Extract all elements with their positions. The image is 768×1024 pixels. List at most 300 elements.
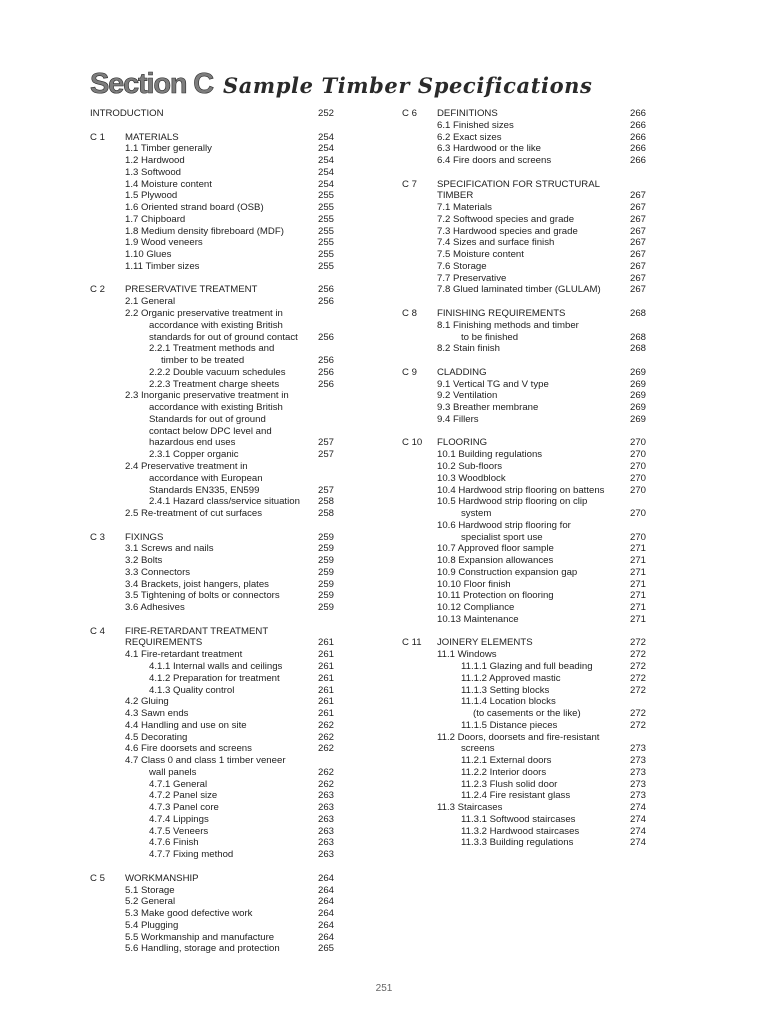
toc-entry-label: FINISHING REQUIREMENTS (437, 308, 566, 320)
toc-page-number: 272 (629, 660, 646, 672)
toc-entry-label: 10.5 Hardwood strip flooring on clip (437, 496, 588, 508)
toc-entry (402, 449, 646, 461)
toc-page-number: 261 (317, 684, 334, 696)
toc-entry (402, 390, 646, 402)
toc-entry-label: Standards EN335, EN599 (149, 484, 260, 496)
toc-entry-label: 4.7.2 Panel size (149, 790, 218, 802)
toc-entry-label: 11.1.1 Glazing and full beading (461, 660, 593, 672)
toc-page-number: 264 (317, 872, 334, 884)
toc-entry-label: 11.3.1 Softwood staircases (461, 813, 576, 825)
toc-entry-label: 4.7.5 Veneers (149, 825, 209, 837)
toc-section-code: C 1 (90, 131, 105, 143)
toc-page-number: 261 (317, 637, 334, 649)
toc-entry (90, 908, 334, 920)
toc-entry (90, 261, 334, 273)
toc-entry (402, 673, 646, 685)
toc-entry-label: TIMBER (437, 190, 474, 202)
toc-page-number: 263 (317, 825, 334, 837)
toc-entry-label: 11.3 Staircases (437, 802, 503, 814)
toc-entry (90, 579, 334, 591)
toc-spacer (402, 355, 646, 367)
toc-entry (90, 449, 334, 461)
toc-entry (90, 567, 334, 579)
toc-entry-label: 4.7.1 General (149, 778, 208, 790)
toc-entry-label: 11.2.3 Flush solid door (461, 778, 558, 790)
toc-page-number: 261 (317, 649, 334, 661)
toc-entry-label: FIRE-RETARDANT TREATMENT (125, 625, 269, 637)
toc-entry (402, 202, 646, 214)
toc-page-number: 267 (629, 237, 646, 249)
toc-entry (90, 720, 334, 732)
toc-entry-label: WORKMANSHIP (125, 872, 199, 884)
toc-entry (90, 543, 334, 555)
toc-entry (402, 685, 646, 697)
toc-entry (402, 214, 646, 226)
toc-entry (90, 920, 334, 932)
toc-entry-label: 4.7 Class 0 and class 1 timber veneer (125, 755, 286, 767)
toc-entry-label: 4.1.2 Preparation for treatment (149, 672, 280, 684)
toc-entry-label: 2.1 General (125, 296, 176, 308)
toc-entry-label: 10.1 Building regulations (437, 449, 543, 461)
toc-entry (402, 779, 646, 791)
toc-entry-label: 10.8 Expansion allowances (437, 555, 554, 567)
toc-spacer (402, 426, 646, 438)
toc-entry-label: 5.4 Plugging (125, 919, 179, 931)
toc-entry (402, 308, 646, 320)
page-title (90, 64, 592, 101)
toc-entry (402, 814, 646, 826)
toc-entry (402, 508, 646, 520)
toc-entry (90, 743, 334, 755)
toc-entry (90, 767, 334, 779)
toc-entry-label: 11.2 Doors, doorsets and fire-resistant (437, 731, 600, 743)
toc-page-number: 256 (317, 296, 334, 308)
toc-entry-label: FIXINGS (125, 531, 164, 543)
toc-entry (90, 461, 334, 473)
toc-page-number: 254 (317, 178, 334, 190)
toc-entry-label: 2.3 Inorganic preservative treatment in (125, 390, 289, 402)
toc-entry (90, 790, 334, 802)
toc-entry-label: 7.3 Hardwood species and grade (437, 225, 578, 237)
toc-entry-label: wall panels (149, 766, 197, 778)
toc-entry-label: 1.2 Hardwood (125, 155, 185, 167)
toc-entry-label: 4.1 Fire-retardant treatment (125, 649, 243, 661)
toc-spacer (90, 614, 334, 626)
toc-page-number: 272 (629, 719, 646, 731)
toc-entry-label: 10.3 Woodblock (437, 472, 506, 484)
toc-section-code: C 6 (402, 108, 417, 119)
toc-entry (402, 567, 646, 579)
toc-entry (90, 849, 334, 861)
toc-page-number: 255 (317, 260, 334, 272)
toc-entry (90, 296, 334, 308)
section-subtitle: Sample Timber Specifications (222, 73, 593, 98)
toc-entry-label: 2.4.1 Hazard class/service situation (149, 496, 300, 508)
toc-spacer (402, 626, 646, 638)
toc-page-number: 270 (629, 484, 646, 496)
toc-page-number: 257 (317, 484, 334, 496)
toc-entry (402, 273, 646, 285)
toc-entry-label: 7.4 Sizes and surface finish (437, 237, 555, 249)
toc-page-number: 272 (629, 708, 646, 720)
toc-page-number: 274 (629, 837, 646, 849)
toc-entry-label: JOINERY ELEMENTS (437, 637, 533, 649)
toc-entry-label: hazardous end uses (149, 437, 236, 449)
toc-entry (402, 496, 646, 508)
toc-entry-label: 3.1 Screws and nails (125, 543, 214, 555)
toc-entry (90, 826, 334, 838)
toc-page-number: 259 (317, 590, 334, 602)
toc-entry (90, 379, 334, 391)
toc-page-number: 255 (317, 202, 334, 214)
toc-section-code: C 10 (402, 437, 423, 449)
toc-entry-label: 11.3.2 Hardwood staircases (461, 825, 580, 837)
toc-entry-label: 1.10 Glues (125, 249, 172, 261)
toc-entry-label: 4.6 Fire doorsets and screens (125, 743, 252, 755)
toc-entry (402, 743, 646, 755)
toc-entry (90, 896, 334, 908)
toc-entry (402, 237, 646, 249)
toc-entry (402, 767, 646, 779)
toc-entry (402, 555, 646, 567)
toc-page-number: 265 (317, 943, 334, 955)
toc-page-number: 263 (317, 849, 334, 861)
toc-page-number: 270 (629, 508, 646, 520)
toc-entry-label: 7.7 Preservative (437, 272, 507, 284)
toc-entry-label: CLADDING (437, 366, 487, 378)
toc-entry-label: Standards for out of ground (149, 413, 266, 425)
toc-entry (90, 708, 334, 720)
toc-page-number: 272 (629, 637, 646, 649)
toc-entry-label: 8.1 Finishing methods and timber (437, 319, 579, 331)
toc-entry (90, 685, 334, 697)
toc-entry (402, 379, 646, 391)
toc-entry-label: 4.7.3 Panel core (149, 802, 219, 814)
toc-page-number: 259 (317, 555, 334, 567)
toc-spacer (90, 273, 334, 285)
toc-page-number: 266 (629, 143, 646, 155)
toc-entry-label: 6.2 Exact sizes (437, 131, 502, 143)
toc-entry-label: screens (461, 743, 495, 755)
toc-entry (90, 426, 334, 438)
toc-entry-label: 7.2 Softwood species and grade (437, 213, 575, 225)
toc-page-number: 259 (317, 602, 334, 614)
toc-entry-label: 4.3 Sawn ends (125, 708, 189, 720)
toc-entry (90, 167, 334, 179)
toc-entry-label: 6.3 Hardwood or the like (437, 143, 541, 155)
page-number: 251 (375, 983, 393, 994)
toc-page-number: 264 (317, 908, 334, 920)
toc-spacer (90, 520, 334, 532)
toc-entry-label: accordance with existing British (149, 319, 283, 331)
toc-spacer (402, 296, 646, 308)
toc-entry (90, 649, 334, 661)
toc-entry (90, 414, 334, 426)
toc-entry (402, 579, 646, 591)
toc-entry-label: 2.2.3 Treatment charge sheets (149, 378, 280, 390)
toc-entry (402, 284, 646, 296)
toc-page-number: 269 (629, 378, 646, 390)
toc-page-number: 255 (317, 249, 334, 261)
toc-entry (90, 390, 334, 402)
toc-entry-label: 7.5 Moisture content (437, 249, 524, 261)
toc-page-number: 256 (317, 366, 334, 378)
toc-entry-label: 10.9 Construction expansion gap (437, 566, 578, 578)
toc-entry (90, 873, 334, 885)
toc-entry-label: 9.1 Vertical TG and V type (437, 378, 549, 390)
toc-page-number: 261 (317, 672, 334, 684)
toc-entry (90, 355, 334, 367)
toc-entry-label: 4.2 Gluing (125, 696, 169, 708)
toc-entry (90, 343, 334, 355)
toc-entry (402, 755, 646, 767)
toc-page-number: 269 (629, 413, 646, 425)
toc-entry (90, 932, 334, 944)
toc-entry-label: 11.2.2 Interior doors (461, 766, 547, 778)
toc-page-number: 267 (629, 202, 646, 214)
toc-entry (90, 132, 334, 144)
toc-entry-label: 2.2.1 Treatment methods and (149, 343, 275, 355)
toc-entry (90, 284, 334, 296)
toc-entry (402, 367, 646, 379)
toc-entry (90, 696, 334, 708)
toc-section-code: C 5 (90, 872, 105, 884)
toc-entry (90, 155, 334, 167)
toc-entry (90, 508, 334, 520)
toc-entry (90, 108, 334, 120)
toc-entry (90, 626, 334, 638)
toc-entry-label: to be finished (461, 331, 519, 343)
toc-page-number: 261 (317, 708, 334, 720)
toc-entry-label: 5.2 General (125, 896, 176, 908)
toc-page-number: 268 (629, 343, 646, 355)
toc-page-number: 267 (629, 272, 646, 284)
toc-entry-label: 10.13 Maintenance (437, 613, 519, 625)
toc-entry-label: 4.1.1 Internal walls and ceilings (149, 660, 283, 672)
toc-page-number: 273 (629, 790, 646, 802)
toc-entry (402, 485, 646, 497)
toc-page-number: 270 (629, 437, 646, 449)
toc-entry (90, 214, 334, 226)
toc-entry (402, 108, 646, 120)
toc-page-number: 269 (629, 402, 646, 414)
toc-section-code: C 2 (90, 284, 105, 296)
toc-entry (90, 532, 334, 544)
toc-page-number: 259 (317, 566, 334, 578)
toc-page-number: 255 (317, 237, 334, 249)
toc-entry-label: 11.1 Windows (437, 649, 497, 661)
toc-entry (402, 661, 646, 673)
toc-entry (402, 543, 646, 555)
toc-entry (402, 414, 646, 426)
toc-page-number: 256 (317, 378, 334, 390)
toc-page-number: 264 (317, 919, 334, 931)
toc-page-number: 262 (317, 778, 334, 790)
toc-entry-label: 4.4 Handling and use on site (125, 719, 247, 731)
toc-page-number: 259 (317, 531, 334, 543)
toc-page-number: 269 (629, 366, 646, 378)
toc-page-number: 263 (317, 813, 334, 825)
toc-entry (402, 143, 646, 155)
toc-page-number: 262 (317, 743, 334, 755)
toc-entry-label: system (461, 508, 492, 520)
toc-entry-label: 1.1 Timber generally (125, 143, 212, 155)
toc-page-number: 266 (629, 108, 646, 119)
toc-page-number: 256 (317, 284, 334, 296)
toc-entry-label: 5.6 Handling, storage and protection (125, 943, 280, 955)
toc-entry-label: 1.8 Medium density fibreboard (MDF) (125, 225, 284, 237)
toc-entry-label: 4.7.7 Fixing method (149, 849, 234, 861)
toc-entry (90, 402, 334, 414)
toc-entry-label: 3.6 Adhesives (125, 602, 185, 614)
toc-entry (90, 190, 334, 202)
toc-entry-label: 8.2 Stain finish (437, 343, 500, 355)
toc-page-number: 270 (629, 472, 646, 484)
toc-entry-label: 5.3 Make good defective work (125, 908, 253, 920)
toc-page-number: 254 (317, 131, 334, 143)
toc-entry-label: 6.4 Fire doors and screens (437, 155, 552, 167)
toc-page-number: 271 (629, 578, 646, 590)
toc-entry-label: 2.3.1 Copper organic (149, 449, 239, 461)
toc-page-number: 258 (317, 508, 334, 520)
toc-entry (90, 555, 334, 567)
toc-page-number: 274 (629, 813, 646, 825)
toc-entry-label: 7.8 Glued laminated timber (GLULAM) (437, 284, 601, 296)
toc-entry-label: 1.3 Softwood (125, 166, 182, 178)
toc-entry (402, 720, 646, 732)
toc-entry (90, 179, 334, 191)
toc-entry-label: 3.4 Brackets, joist hangers, plates (125, 578, 269, 590)
section-label: Section C (90, 68, 213, 100)
toc-entry (90, 237, 334, 249)
toc-page-number: 274 (629, 802, 646, 814)
toc-section-code: C 11 (402, 637, 422, 649)
toc-page-number: 274 (629, 825, 646, 837)
toc-entry (90, 814, 334, 826)
toc-entry (90, 943, 334, 955)
toc-entry-label: 1.9 Wood veneers (125, 237, 203, 249)
toc-page-number: 273 (629, 743, 646, 755)
toc-page-number: 270 (629, 460, 646, 472)
toc-page-number: 273 (629, 778, 646, 790)
toc-entry-label: specialist sport use (461, 531, 543, 543)
toc-entry-label: accordance with existing British (149, 402, 283, 414)
toc-page-number: 272 (629, 672, 646, 684)
toc-entry (402, 320, 646, 332)
toc-page-number: 271 (629, 590, 646, 602)
toc-entry-label: 1.7 Chipboard (125, 213, 186, 225)
toc-entry (402, 437, 646, 449)
toc-entry (90, 837, 334, 849)
toc-entry-label: 9.2 Ventilation (437, 390, 498, 402)
toc-page-number: 262 (317, 766, 334, 778)
toc-entry-label: 10.6 Hardwood strip flooring for (437, 519, 571, 531)
toc-entry-label: (to casements or the like) (473, 708, 581, 720)
toc-entry (90, 249, 334, 261)
toc-entry (90, 308, 334, 320)
toc-entry-label: FLOORING (437, 437, 488, 449)
toc-entry (402, 696, 646, 708)
toc-column-left (90, 108, 334, 955)
toc-entry-label: REQUIREMENTS (125, 637, 203, 649)
toc-entry-label: 3.5 Tightening of bolts or connectors (125, 590, 280, 602)
toc-entry-label: PRESERVATIVE TREATMENT (125, 284, 258, 296)
toc-entry-label: 6.1 Finished sizes (437, 119, 514, 131)
toc-page-number: 271 (629, 543, 646, 555)
toc-entry (90, 885, 334, 897)
toc-page-number: 254 (317, 155, 334, 167)
toc-entry (90, 732, 334, 744)
toc-page-number: 270 (629, 449, 646, 461)
toc-entry (90, 485, 334, 497)
toc-entry (90, 779, 334, 791)
toc-entry-label: 11.1.5 Distance pieces (461, 719, 558, 731)
toc-entry-label: standards for out of ground contact (149, 331, 298, 343)
toc-entry (90, 437, 334, 449)
toc-spacer (90, 861, 334, 873)
toc-entry (402, 261, 646, 273)
toc-entry (402, 249, 646, 261)
toc-page-number: 267 (629, 225, 646, 237)
toc-page-number: 267 (629, 249, 646, 261)
toc-entry (90, 637, 334, 649)
toc-entry-label: 1.6 Oriented strand board (OSB) (125, 202, 264, 214)
toc-entry-label: 4.5 Decorating (125, 731, 188, 743)
toc-page-number: 272 (629, 649, 646, 661)
toc-section-code: C 8 (402, 308, 417, 320)
toc-entry-label: 10.2 Sub-floors (437, 460, 503, 472)
toc-entry (402, 332, 646, 344)
toc-entry-label: 11.3.3 Building regulations (461, 837, 574, 849)
toc-page-number: 252 (317, 108, 334, 119)
toc-page-number: 267 (629, 260, 646, 272)
toc-entry (90, 473, 334, 485)
toc-entry-label: INTRODUCTION (90, 108, 164, 119)
toc-entry-label: 3.3 Connectors (125, 566, 191, 578)
toc-entry-label: 2.2.2 Double vacuum schedules (149, 366, 286, 378)
toc-page-number: 267 (629, 213, 646, 225)
toc-entry (402, 614, 646, 626)
toc-section-code: C 7 (402, 178, 417, 190)
toc-entry (90, 143, 334, 155)
toc-entry-label: 2.2 Organic preservative treatment in (125, 308, 283, 320)
toc-spacer (402, 167, 646, 179)
toc-entry (402, 473, 646, 485)
toc-entry (402, 520, 646, 532)
toc-entry-label: 4.7.4 Lippings (149, 813, 209, 825)
toc-page-number: 264 (317, 931, 334, 943)
toc-entry (402, 179, 646, 191)
toc-entry (90, 332, 334, 344)
toc-page-number: 266 (629, 119, 646, 131)
toc-page-number: 269 (629, 390, 646, 402)
toc-entry-label: 4.7.6 Finish (149, 837, 199, 849)
toc-page-number: 271 (629, 566, 646, 578)
toc-entry-label: MATERIALS (125, 131, 179, 143)
toc-page-number: 270 (629, 531, 646, 543)
toc-page-number: 264 (317, 896, 334, 908)
toc-page-number: 255 (317, 213, 334, 225)
toc-entry-label: DEFINITIONS (437, 108, 498, 119)
toc-entry (90, 590, 334, 602)
toc-page-number: 263 (317, 802, 334, 814)
toc-entry-label: 11.1.2 Approved mastic (461, 672, 561, 684)
toc-page-number: 254 (317, 166, 334, 178)
toc-entry (90, 367, 334, 379)
toc-entry (90, 661, 334, 673)
toc-entry-label: timber to be treated (161, 355, 245, 367)
toc-entry-label: 10.12 Compliance (437, 602, 515, 614)
